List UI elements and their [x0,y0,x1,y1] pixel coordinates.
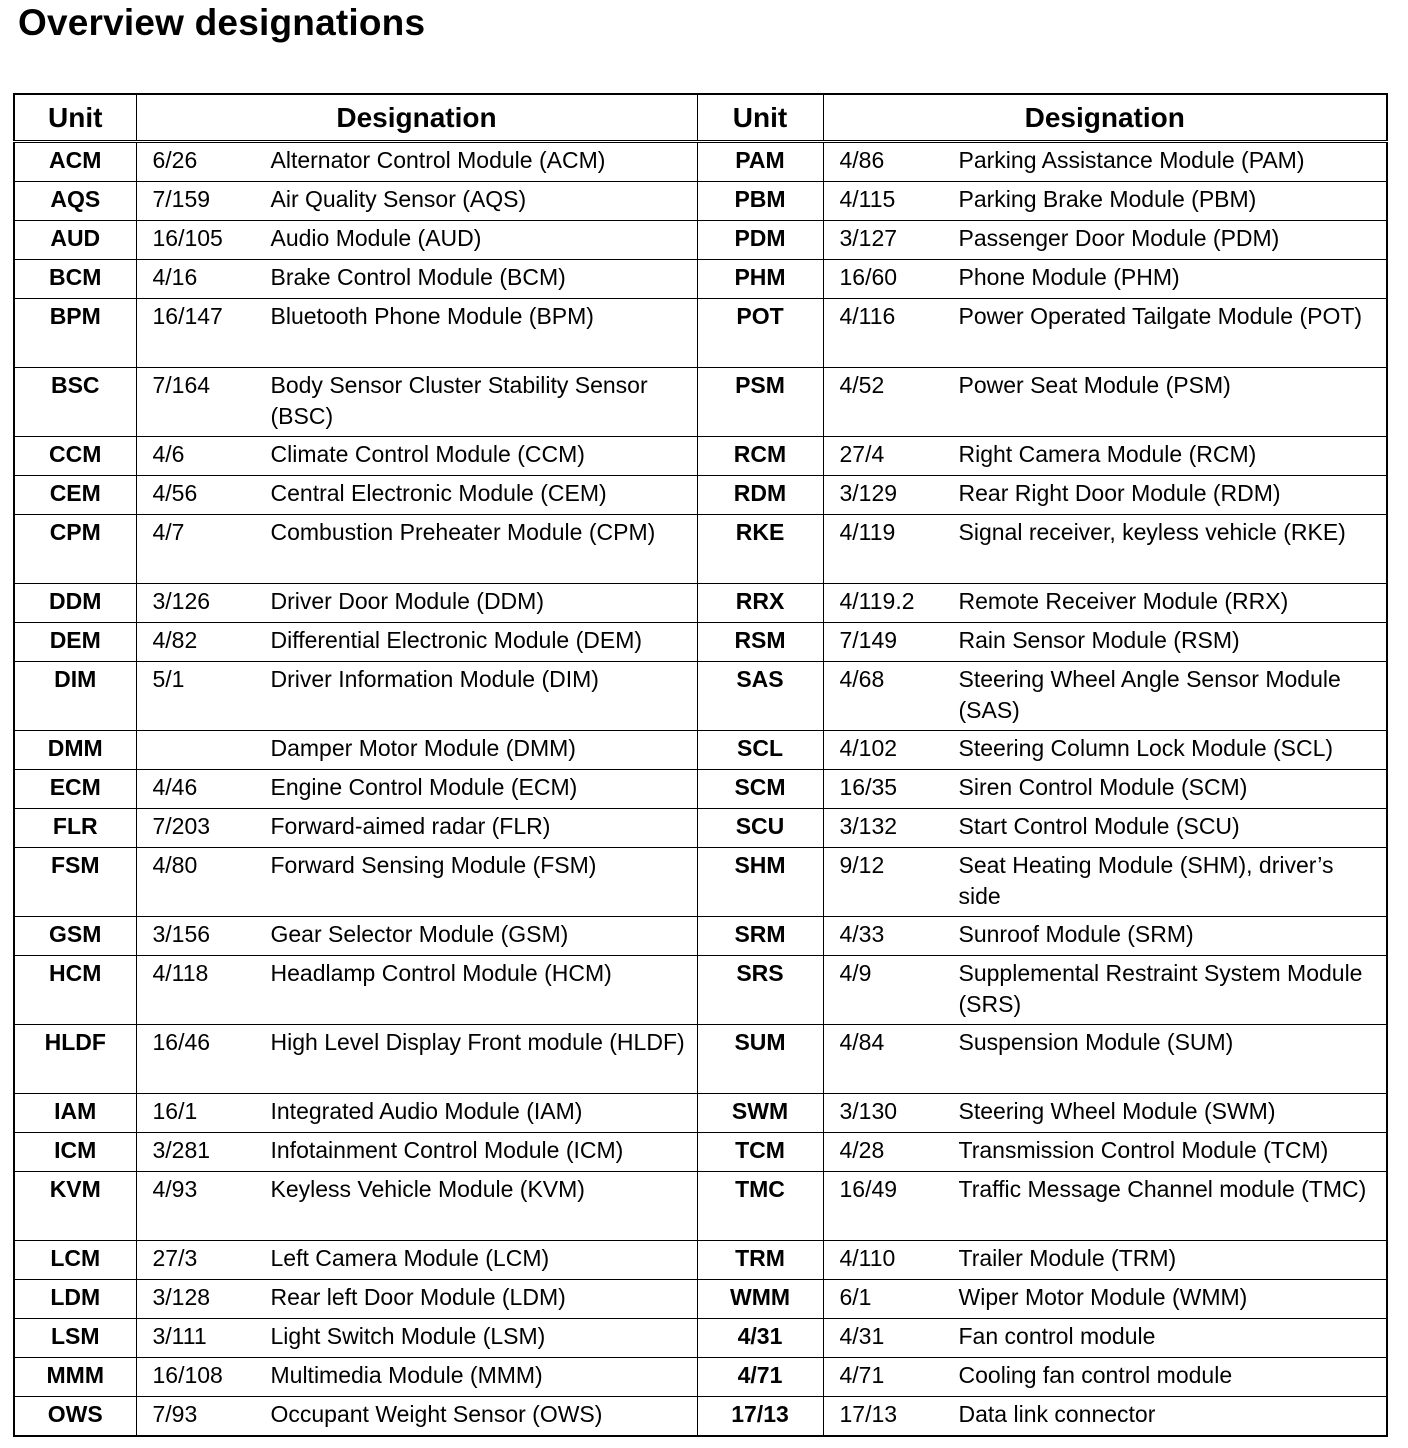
table-row [14,809,1387,848]
designation-cell-left [136,1133,697,1172]
unit-cell-right: PSM [697,368,823,437]
unit-cell-left: FLR [14,809,136,848]
unit-cell-right: SAS [697,662,823,731]
reference-number: 3/128 [152,1284,211,1310]
header-row [14,94,1387,142]
reference-number: 4/80 [152,852,198,878]
designation-cell-left [136,1094,697,1133]
unit-cell-left: KVM [14,1172,136,1241]
designation-cell-right [823,1133,1387,1172]
module-name: Seat Heating Module (SHM), driver’s side [958,852,1334,909]
reference-number: 4/82 [152,627,198,653]
reference-number: 4/46 [152,774,198,800]
unit-cell-right: SRM [697,917,823,956]
designation-cell-left [136,956,697,1025]
table-row [14,584,1387,623]
reference-number: 4/118 [152,960,209,986]
designation-cell-right [823,1094,1387,1133]
reference-number: 4/71 [839,1362,885,1388]
designation-cell-right [823,1358,1387,1397]
unit-cell-left: BSC [14,368,136,437]
module-name: Data link connector [958,1401,1156,1427]
module-name: Rear Right Door Module (RDM) [958,480,1281,506]
reference-number: 4/119 [839,519,896,545]
module-name: Differential Electronic Module (DEM) [270,627,643,653]
module-name: Forward Sensing Module (FSM) [270,852,597,878]
reference-number: 3/127 [839,225,898,251]
table-row [14,848,1387,917]
designation-cell-right [823,299,1387,368]
designation-cell-right [823,437,1387,476]
unit-cell-left: HLDF [14,1025,136,1094]
module-name: Bluetooth Phone Module (BPM) [270,303,594,329]
table-row [14,142,1387,182]
designations-table [13,93,1388,1437]
reference-number: 3/281 [152,1137,211,1163]
module-name: Light Switch Module (LSM) [270,1323,546,1349]
reference-number: 4/110 [839,1245,896,1271]
reference-number: 16/49 [839,1176,898,1202]
module-name: Headlamp Control Module (HCM) [270,960,612,986]
designation-cell-left [136,260,697,299]
reference-number: 7/149 [839,627,898,653]
table-row [14,956,1387,1025]
table-row [14,299,1387,368]
reference-number: 3/132 [839,813,898,839]
reference-number: 4/33 [839,921,885,947]
reference-number: 4/6 [152,441,185,467]
designation-cell-left [136,299,697,368]
table-row [14,182,1387,221]
unit-cell-left: ACM [14,142,136,182]
designation-cell-right [823,1319,1387,1358]
reference-number: 16/108 [152,1362,223,1388]
module-name: Infotainment Control Module (ICM) [270,1137,624,1163]
unit-cell-right: 17/13 [697,1397,823,1437]
module-name: Rear left Door Module (LDM) [270,1284,566,1310]
unit-cell-right: SUM [697,1025,823,1094]
module-name: Transmission Control Module (TCM) [958,1137,1329,1163]
designation-cell-left [136,182,697,221]
module-name: Supplemental Restraint System Module (SRS) [958,960,1363,1017]
reference-number: 27/3 [152,1245,198,1271]
unit-cell-left: ICM [14,1133,136,1172]
unit-cell-left: BCM [14,260,136,299]
module-name: Driver Information Module (DIM) [270,666,599,692]
unit-cell-right: SHM [697,848,823,917]
unit-cell-left: CPM [14,515,136,584]
module-name: High Level Display Front module (HLDF) [270,1029,685,1055]
module-name: Driver Door Module (DDM) [270,588,544,614]
designation-cell-right [823,623,1387,662]
unit-cell-left: BPM [14,299,136,368]
unit-cell-left: LDM [14,1280,136,1319]
designation-cell-right [823,809,1387,848]
unit-cell-right: 4/31 [697,1319,823,1358]
module-name: Phone Module (PHM) [958,264,1180,290]
unit-cell-right: PAM [697,142,823,182]
table-row [14,1241,1387,1280]
reference-number: 3/129 [839,480,898,506]
table-row [14,515,1387,584]
unit-cell-right: PHM [697,260,823,299]
unit-cell-right: TRM [697,1241,823,1280]
reference-number: 4/115 [839,186,896,212]
designation-cell-right [823,1397,1387,1437]
reference-number: 3/111 [152,1323,207,1349]
table-row [14,1358,1387,1397]
unit-cell-left: FSM [14,848,136,917]
unit-header-right: Unit [697,94,823,142]
module-name: Keyless Vehicle Module (KVM) [270,1176,585,1202]
unit-cell-right: RSM [697,623,823,662]
designation-cell-left [136,584,697,623]
table-row [14,1172,1387,1241]
designation-cell-right [823,917,1387,956]
table-row [14,260,1387,299]
reference-number: 7/159 [152,186,211,212]
table-row [14,1280,1387,1319]
unit-cell-right: PDM [697,221,823,260]
designation-cell-right [823,476,1387,515]
unit-cell-right: SCU [697,809,823,848]
unit-cell-left: MMM [14,1358,136,1397]
table-row [14,1094,1387,1133]
designation-cell-left [136,221,697,260]
table-row [14,368,1387,437]
reference-number: 3/156 [152,921,211,947]
unit-cell-right: PBM [697,182,823,221]
reference-number: 16/35 [839,774,898,800]
reference-number: 16/1 [152,1098,198,1124]
designation-cell-left [136,368,697,437]
reference-number: 16/105 [152,225,223,251]
module-name: Air Quality Sensor (AQS) [270,186,527,212]
module-name: Damper Motor Module (DMM) [270,735,576,761]
unit-cell-left: AQS [14,182,136,221]
module-name: Forward-aimed radar (FLR) [270,813,551,839]
module-name: Fan control module [958,1323,1156,1349]
unit-cell-right: RRX [697,584,823,623]
reference-number: 6/1 [839,1284,872,1310]
designation-cell-right [823,662,1387,731]
designation-cell-left [136,770,697,809]
designation-cell-left [136,623,697,662]
module-name: Remote Receiver Module (RRX) [958,588,1289,614]
designation-cell-left [136,1358,697,1397]
reference-number: 16/60 [839,264,898,290]
table-row [14,1025,1387,1094]
module-name: Right Camera Module (RCM) [958,441,1257,467]
table-row [14,770,1387,809]
reference-number: 3/130 [839,1098,898,1124]
module-name: Engine Control Module (ECM) [270,774,578,800]
unit-cell-left: IAM [14,1094,136,1133]
unit-cell-right: POT [697,299,823,368]
designation-cell-left [136,1319,697,1358]
designation-cell-right [823,956,1387,1025]
table-row [14,1319,1387,1358]
designation-cell-right [823,142,1387,182]
designation-cell-right [823,584,1387,623]
designation-cell-left [136,1025,697,1094]
unit-cell-right: SCM [697,770,823,809]
designation-header-right: Designation [823,94,1387,142]
reference-number: 16/46 [152,1029,211,1055]
reference-number: 4/31 [839,1323,885,1349]
designation-cell-right [823,368,1387,437]
unit-cell-right: WMM [697,1280,823,1319]
unit-cell-left: DIM [14,662,136,731]
reference-number: 17/13 [839,1401,898,1427]
module-name: Suspension Module (SUM) [958,1029,1234,1055]
designation-cell-right [823,260,1387,299]
module-name: Left Camera Module (LCM) [270,1245,550,1271]
module-name: Body Sensor Cluster Stability Sensor (BSC) [270,372,648,429]
unit-cell-left: OWS [14,1397,136,1437]
table-row [14,437,1387,476]
module-name: Alternator Control Module (ACM) [270,147,606,173]
reference-number: 4/86 [839,147,885,173]
module-name: Start Control Module (SCU) [958,813,1240,839]
reference-number: 4/7 [152,519,185,545]
designation-cell-left [136,809,697,848]
reference-number: 4/28 [839,1137,885,1163]
reference-number: 7/93 [152,1401,198,1427]
module-name: Climate Control Module (CCM) [270,441,585,467]
designation-cell-left [136,917,697,956]
module-name: Combustion Preheater Module (CPM) [270,519,656,545]
module-name: Cooling fan control module [958,1362,1233,1388]
designation-cell-left [136,1397,697,1437]
module-name: Steering Wheel Angle Sensor Module (SAS) [958,666,1341,723]
module-name: Audio Module (AUD) [270,225,482,251]
module-name: Gear Selector Module (GSM) [270,921,569,947]
designation-cell-left [136,848,697,917]
module-name: Trailer Module (TRM) [958,1245,1177,1271]
designation-cell-right [823,221,1387,260]
module-name: Siren Control Module (SCM) [958,774,1248,800]
table-row [14,1133,1387,1172]
module-name: Power Operated Tailgate Module (POT) [958,303,1363,329]
page-title: Overview designations [18,2,426,43]
unit-cell-right: SRS [697,956,823,1025]
module-name: Rain Sensor Module (RSM) [958,627,1240,653]
unit-cell-left: AUD [14,221,136,260]
module-name: Traffic Message Channel module (TMC) [958,1176,1367,1202]
designation-cell-left [136,515,697,584]
reference-number: 4/93 [152,1176,198,1202]
unit-cell-left: DDM [14,584,136,623]
reference-number: 4/116 [839,303,896,329]
designation-header-left: Designation [136,94,697,142]
designation-cell-right [823,770,1387,809]
reference-number: 4/9 [839,960,872,986]
designation-cell-right [823,1280,1387,1319]
table-row [14,221,1387,260]
unit-cell-left: LSM [14,1319,136,1358]
table-row [14,623,1387,662]
reference-number: 4/52 [839,372,885,398]
unit-cell-right: RKE [697,515,823,584]
reference-number: 4/119.2 [839,588,915,614]
table-row [14,662,1387,731]
reference-number: 4/68 [839,666,885,692]
designation-cell-right [823,1172,1387,1241]
reference-number: 27/4 [839,441,885,467]
reference-number: 6/26 [152,147,198,173]
designation-cell-right [823,1241,1387,1280]
module-name: Central Electronic Module (CEM) [270,480,607,506]
designation-cell-right [823,848,1387,917]
designation-cell-left [136,142,697,182]
unit-cell-right: RDM [697,476,823,515]
designation-cell-left [136,476,697,515]
module-name: Brake Control Module (BCM) [270,264,566,290]
module-name: Signal receiver, keyless vehicle (RKE) [958,519,1346,545]
unit-cell-left: ECM [14,770,136,809]
designation-cell-right [823,182,1387,221]
designation-cell-right [823,731,1387,770]
unit-cell-left: CEM [14,476,136,515]
designation-cell-left [136,662,697,731]
table-row [14,917,1387,956]
table-row [14,731,1387,770]
reference-number: 4/84 [839,1029,885,1055]
unit-cell-left: LCM [14,1241,136,1280]
designation-cell-left [136,437,697,476]
unit-cell-right: TCM [697,1133,823,1172]
designation-cell-left [136,731,697,770]
module-name: Power Seat Module (PSM) [958,372,1231,398]
table-row [14,1397,1387,1437]
module-name: Sunroof Module (SRM) [958,921,1194,947]
reference-number: 4/16 [152,264,198,290]
module-name: Multimedia Module (MMM) [270,1362,543,1388]
reference-number: 3/126 [152,588,211,614]
unit-cell-left: GSM [14,917,136,956]
unit-cell-right: SCL [697,731,823,770]
reference-number: 16/147 [152,303,223,329]
unit-cell-right: SWM [697,1094,823,1133]
reference-number: 7/203 [152,813,211,839]
unit-cell-right: TMC [697,1172,823,1241]
module-name: Integrated Audio Module (IAM) [270,1098,583,1124]
reference-number: 4/102 [839,735,898,761]
designation-cell-left [136,1280,697,1319]
reference-number: 7/164 [152,372,211,398]
table-row [14,476,1387,515]
reference-number: 9/12 [839,852,885,878]
reference-number: 4/56 [152,480,198,506]
module-name: Wiper Motor Module (WMM) [958,1284,1248,1310]
module-name: Steering Wheel Module (SWM) [958,1098,1276,1124]
unit-cell-left: HCM [14,956,136,1025]
unit-cell-right: RCM [697,437,823,476]
unit-cell-right: 4/71 [697,1358,823,1397]
designation-cell-right [823,515,1387,584]
module-name: Parking Assistance Module (PAM) [958,147,1305,173]
unit-header-left: Unit [14,94,136,142]
designation-cell-left [136,1172,697,1241]
module-name: Parking Brake Module (PBM) [958,186,1257,212]
unit-cell-left: CCM [14,437,136,476]
unit-cell-left: DEM [14,623,136,662]
designation-cell-left [136,1241,697,1280]
module-name: Passenger Door Module (PDM) [958,225,1280,251]
unit-cell-left: DMM [14,731,136,770]
reference-number: 5/1 [152,666,185,692]
module-name: Occupant Weight Sensor (OWS) [270,1401,603,1427]
module-name: Steering Column Lock Module (SCL) [958,735,1334,761]
designation-cell-right [823,1025,1387,1094]
